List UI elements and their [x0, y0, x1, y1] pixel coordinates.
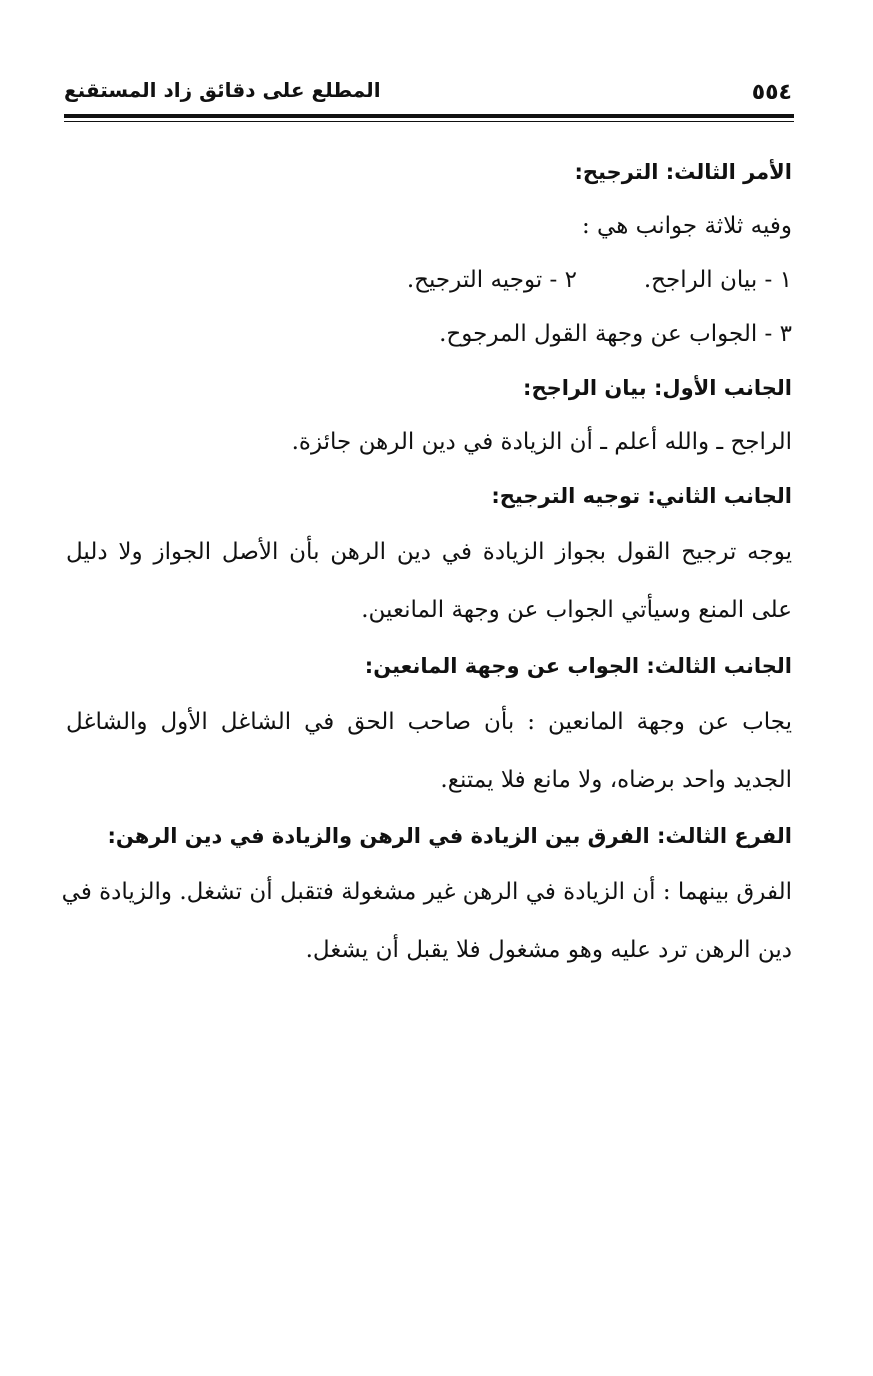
paragraph: وفيه ثلاثة جوانب هي : — [582, 213, 792, 239]
list-item: ١ - بيان الراجح. — [643, 267, 792, 293]
paragraph-line: يجاب عن وجهة المانعين : بأن صاحب الحق في الشاغل الأول والشاغل — [66, 709, 792, 735]
section-heading: الجانب الثالث: الجواب عن وجهة المانعين: — [364, 654, 792, 678]
page-body — [61, 145, 792, 979]
section-heading: الجانب الثاني: توجيه الترجيح: — [491, 484, 792, 508]
list-item: ٣ - الجواب عن وجهة القول المرجوح. — [439, 321, 792, 347]
paragraph-line: الجديد واحد برضاه، ولا مانع فلا يمتنع. — [440, 767, 792, 793]
paragraph: الراجح ـ والله أعلم ـ أن الزيادة في دين الرهن جائزة. — [291, 429, 792, 455]
paragraph-line: على المنع وسيأتي الجواب عن وجهة المانعين. — [361, 597, 792, 623]
header-rule-thick — [64, 114, 794, 118]
list-item: ٢ - توجيه الترجيح. — [406, 267, 577, 293]
section-heading: الجانب الأول: بيان الراجح: — [523, 376, 792, 400]
page-header — [64, 72, 792, 112]
list-row — [66, 253, 792, 307]
section-heading: الفرع الثالث: الفرق بين الزيادة في الرهن والزيادة في دين الرهن: — [107, 824, 792, 848]
running-title: المطلع على دقائق زاد المستقنع — [64, 78, 381, 102]
section-heading: الأمر الثالث: الترجيح: — [574, 160, 792, 184]
paragraph-line: دين الرهن ترد عليه وهو مشغول فلا يقبل أن يشغل. — [305, 937, 792, 963]
header-rule-thin — [64, 121, 794, 122]
paragraph-line: الفرق بينهما : أن الزيادة في الرهن غير مشغولة فتقبل أن تشغل. والزيادة في — [61, 879, 792, 905]
page-number: ٥٥٤ — [751, 80, 792, 105]
paragraph-line: يوجه ترجيح القول بجواز الزيادة في دين الرهن بأن الأصل الجواز ولا دليل — [66, 539, 792, 565]
